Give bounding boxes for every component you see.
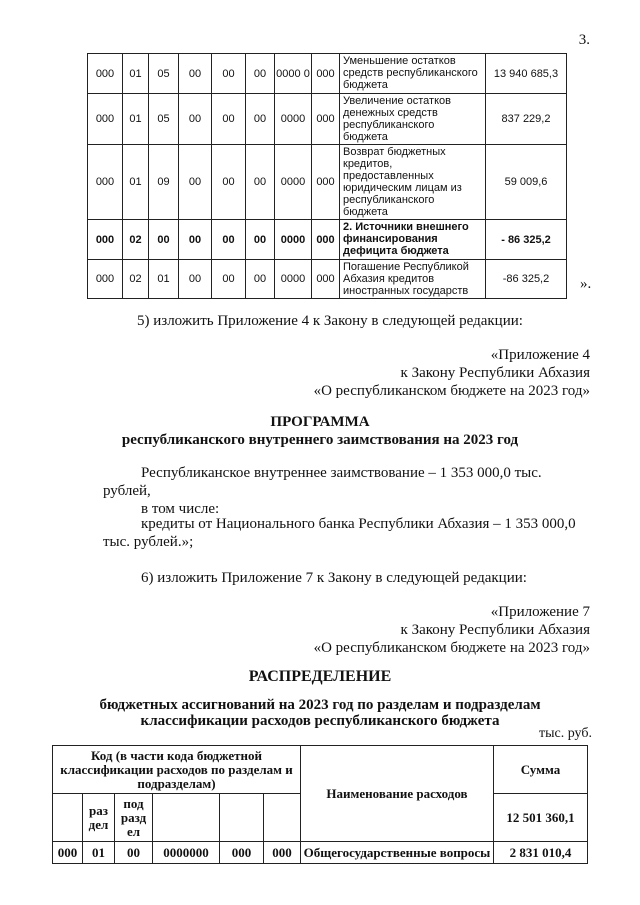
program-para-1: Республиканское внутреннее заимствование – 1 353 000,0 тыс. <box>141 465 542 481</box>
page-number: 3. <box>578 32 590 48</box>
header-sum: Сумма <box>494 746 588 794</box>
code-cell: 01 <box>123 145 149 220</box>
code-cell: 00 <box>179 94 212 145</box>
code-cell: 0000 <box>275 260 312 299</box>
expense-name: Общегосударственные вопросы <box>301 842 494 864</box>
subheader-podrazdel: под разд ел <box>115 794 153 842</box>
code-cell: 000 <box>88 145 123 220</box>
code-cell: 01 <box>83 842 115 864</box>
item-5: 5) изложить Приложение 4 к Закону в следующей редакции: <box>137 313 523 329</box>
table-row <box>53 842 588 864</box>
code-cell: 000 <box>88 260 123 299</box>
code-cell: 00 <box>212 54 246 94</box>
code-cell: 000 <box>53 842 83 864</box>
total-value: 12 501 360,1 <box>494 794 588 842</box>
appendix-7-line-2: к Закону Республики Абхазия <box>400 622 590 638</box>
source-amount: -86 325,2 <box>486 260 567 299</box>
expenses-table <box>52 745 588 864</box>
source-amount: 59 009,6 <box>486 145 567 220</box>
closing-mark: ». <box>580 276 592 292</box>
distribution-title: РАСПРЕДЕЛЕНИЕ <box>248 668 392 685</box>
code-cell: 09 <box>149 145 179 220</box>
source-amount: 837 229,2 <box>486 94 567 145</box>
code-cell: 000 <box>312 145 340 220</box>
code-cell: 00 <box>246 260 275 299</box>
code-cell: 00 <box>246 220 275 260</box>
code-cell: 00 <box>179 54 212 94</box>
source-amount: - 86 325,2 <box>486 220 567 260</box>
table-row <box>88 145 567 220</box>
program-para-2: в том числе: <box>141 501 220 517</box>
code-cell: 0000 <box>275 145 312 220</box>
subheader-empty <box>53 794 83 842</box>
subheader-empty <box>264 794 301 842</box>
item-6: 6) изложить Приложение 7 к Закону в следующей редакции: <box>141 570 527 586</box>
code-cell: 02 <box>123 220 149 260</box>
code-cell: 00 <box>246 145 275 220</box>
source-name: Уменьшение остатков средств республиканского бюджета <box>340 54 486 94</box>
code-cell: 00 <box>149 220 179 260</box>
code-cell: 0000 0 <box>275 54 312 94</box>
table-row <box>88 54 567 94</box>
code-cell: 00 <box>212 260 246 299</box>
code-cell: 000 <box>220 842 264 864</box>
header-code: Код (в части кода бюджетной классификации расходов по разделам и подразделам) <box>53 746 301 794</box>
distribution-subtitle-1: бюджетных ассигнований на 2023 год по разделам и подразделам <box>99 697 541 713</box>
appendix-7-line-1: «Приложение 7 <box>490 604 590 620</box>
code-cell: 00 <box>179 145 212 220</box>
source-amount: 13 940 685,3 <box>486 54 567 94</box>
units-label: тыс. руб. <box>539 726 592 741</box>
code-cell: 000 <box>264 842 301 864</box>
code-cell: 01 <box>149 260 179 299</box>
appendix-7-line-3: «О республиканском бюджете на 2023 год» <box>313 640 590 656</box>
code-cell: 000 <box>88 94 123 145</box>
code-cell: 02 <box>123 260 149 299</box>
program-para-1-cont: рублей, <box>103 483 151 499</box>
code-cell: 01 <box>123 54 149 94</box>
subheader-razdel: раз дел <box>83 794 115 842</box>
appendix-4-line-3: «О республиканском бюджете на 2023 год» <box>313 383 590 399</box>
code-cell: 000 <box>312 220 340 260</box>
code-cell: 05 <box>149 94 179 145</box>
table-row <box>88 220 567 260</box>
table-header-row <box>53 746 588 794</box>
appendix-4-line-1: «Приложение 4 <box>490 347 590 363</box>
code-cell: 0000 <box>275 94 312 145</box>
source-name: 2. Источники внешнего финансирования дефицита бюджета <box>340 220 486 260</box>
table-row <box>88 260 567 299</box>
code-cell: 00 <box>246 54 275 94</box>
code-cell: 0000000 <box>153 842 220 864</box>
code-cell: 00 <box>212 145 246 220</box>
code-cell: 05 <box>149 54 179 94</box>
source-name: Возврат бюджетных кредитов, предоставленных юридическим лицам из республиканского бюджета <box>340 145 486 220</box>
expense-amount: 2 831 010,4 <box>494 842 588 864</box>
code-cell: 000 <box>312 260 340 299</box>
program-para-3: кредиты от Национального банка Республики Абхазия – 1 353 000,0 <box>141 516 576 532</box>
program-title: ПРОГРАММА <box>270 414 370 430</box>
code-cell: 000 <box>312 54 340 94</box>
code-cell: 00 <box>212 220 246 260</box>
code-cell: 0000 <box>275 220 312 260</box>
code-cell: 00 <box>115 842 153 864</box>
program-subtitle: республиканского внутреннего заимствования на 2023 год <box>121 432 519 448</box>
code-cell: 000 <box>312 94 340 145</box>
code-cell: 00 <box>179 220 212 260</box>
sources-table <box>87 53 567 299</box>
header-name: Наименование расходов <box>301 746 494 842</box>
code-cell: 00 <box>212 94 246 145</box>
table-row <box>88 94 567 145</box>
subheader-empty <box>220 794 264 842</box>
code-cell: 00 <box>246 94 275 145</box>
code-cell: 01 <box>123 94 149 145</box>
code-cell: 000 <box>88 54 123 94</box>
program-para-3-cont: тыс. рублей.»; <box>103 534 194 550</box>
source-name: Погашение Республикой Абхазия кредитов иностранных государств <box>340 260 486 299</box>
distribution-subtitle-2: классификации расходов республиканского бюджета <box>140 713 500 729</box>
source-name: Увеличение остатков денежных средств республиканского бюджета <box>340 94 486 145</box>
code-cell: 000 <box>88 220 123 260</box>
appendix-4-line-2: к Закону Республики Абхазия <box>400 365 590 381</box>
code-cell: 00 <box>179 260 212 299</box>
subheader-empty <box>153 794 220 842</box>
